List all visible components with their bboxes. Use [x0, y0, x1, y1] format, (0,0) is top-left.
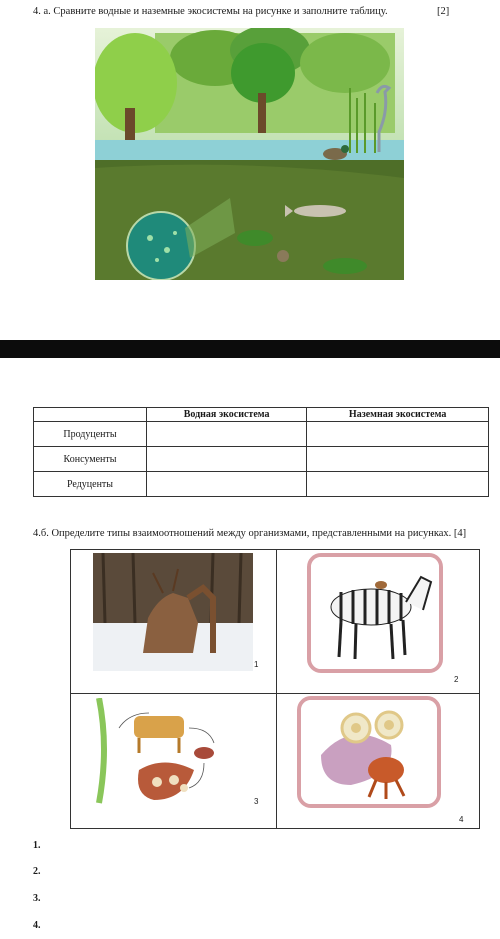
picture-zebra-bird — [307, 553, 443, 673]
grid-divider-horizontal — [71, 693, 479, 694]
answer-line-1: 1. — [33, 840, 41, 851]
picture-elk-fight — [93, 553, 253, 671]
answer-line-3: 3. — [33, 893, 41, 904]
cell-consumers-terrestrial[interactable] — [307, 447, 489, 472]
ecosystem-illustration — [95, 28, 404, 280]
row-label-decomposers: Редуценты — [34, 472, 147, 497]
grid-divider-vertical — [276, 550, 277, 828]
table-header-empty — [34, 408, 147, 422]
picture-number-2: 2 — [454, 675, 459, 684]
answer-line-4: 4. — [33, 920, 41, 931]
picture-number-3: 3 — [254, 797, 259, 806]
question-4b-text: 4.б. Определите типы взаимоотношений между организмами, представленными на рисунках. [4] — [33, 528, 467, 539]
picture-number-4: 4 — [459, 815, 464, 824]
cell-producers-terrestrial[interactable] — [307, 422, 489, 447]
table-header-row — [34, 408, 489, 422]
cell-decomposers-aquatic[interactable] — [147, 472, 307, 497]
cell-producers-aquatic[interactable] — [147, 422, 307, 447]
question-4a-points: [2] — [437, 6, 450, 17]
table-header-terrestrial: Наземная экосистема — [307, 408, 489, 422]
table-header-aquatic: Водная экосистема — [147, 408, 307, 422]
picture-parasite-cycle — [79, 698, 239, 808]
relationships-picture-grid — [70, 549, 480, 829]
table-row — [34, 447, 489, 472]
table-row — [34, 472, 489, 497]
cell-decomposers-terrestrial[interactable] — [307, 472, 489, 497]
question-4a-text: 4. а. Сравните водные и наземные экосистемы на рисунке и заполните таблицу. — [33, 6, 388, 17]
cell-consumers-aquatic[interactable] — [147, 447, 307, 472]
ecosystem-comparison-table — [33, 407, 489, 497]
row-label-consumers: Консументы — [34, 447, 147, 472]
table-row — [34, 422, 489, 447]
picture-number-1: 1 — [254, 660, 259, 669]
scan-black-band — [0, 340, 500, 358]
row-label-producers: Продуценты — [34, 422, 147, 447]
picture-hermit-crab-anemone — [297, 696, 441, 808]
answer-line-2: 2. — [33, 866, 41, 877]
